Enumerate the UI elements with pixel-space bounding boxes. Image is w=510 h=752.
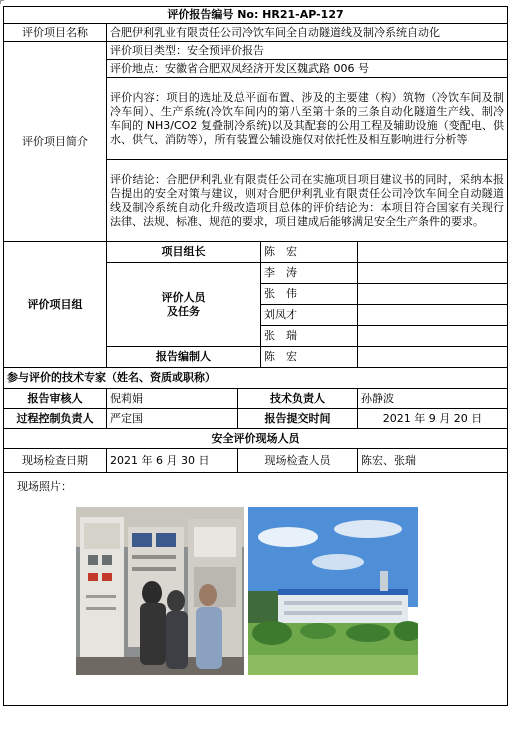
factory-exterior-photo xyxy=(248,507,418,675)
project-type-row xyxy=(4,42,508,60)
factory-exterior-image xyxy=(248,507,418,675)
project-name-value: 合肥伊利乳业有限责任公司冷饮车间全自动隧道线及制冷系统自动化 xyxy=(107,24,508,42)
onsite-title-row xyxy=(4,429,508,449)
reviewer-label: 报告审核人 xyxy=(4,389,107,409)
project-content: 评价内容：项目的选址及总平面布置、涉及的主要建（构）筑物（冷饮车间及制冷车间）、生产系统(冷饮车间内的第八至第十条的三条自动化隧道生产线、制冷车间的 NH3/CO2 复叠制冷系统)以及其配套的公用工程及辅助设施（变配电、供水、供气、消防等），所有装置公辅设施仅对依托性及相互影响进行分析等 xyxy=(107,78,508,160)
project-conclusion: 评价结论：合肥伊利乳业有限责任公司在实施项目项目建议书的同时，采纳本报告提出的安全对策与建议，则对合肥伊利乳业有限责任公司冷饮车间全自动隧道线及制冷系统自动化升级改造项目总体的评价结论为：本项目符合国家有关现行法律、法规、标准、规范的要求，项目建成后能够满足安全生产条件的要求。 xyxy=(107,160,508,242)
corner-mark xyxy=(0,0,4,4)
team-member-name: 张 伟 xyxy=(261,284,358,305)
team-member-name: 张 瑞 xyxy=(261,326,358,347)
onsite-photos-cell xyxy=(4,473,508,706)
team-members-label-line2: 及任务 xyxy=(167,304,200,318)
team-editor-name: 陈 宏 xyxy=(261,347,358,368)
experts-label xyxy=(4,368,508,389)
onsite-date-value: 2021 年 6 月 30 日 xyxy=(107,449,238,473)
tech-lead-label: 技术负责人 xyxy=(238,389,358,409)
experts-label-text: 参与评价的技术专家（姓名、资质或职称） xyxy=(7,371,216,384)
team-member-name: 李 涛 xyxy=(261,263,358,284)
team-member-blank xyxy=(358,305,508,326)
report-number-row xyxy=(4,7,508,24)
process-row xyxy=(4,409,508,429)
evaluation-report-form xyxy=(3,6,507,706)
submit-time-label: 报告提交时间 xyxy=(238,409,358,429)
report-table xyxy=(3,6,508,706)
team-leader-blank xyxy=(358,242,508,263)
process-control-name: 严定国 xyxy=(107,409,238,429)
team-leader-row xyxy=(4,242,508,263)
process-control-label: 过程控制负责人 xyxy=(4,409,107,429)
onsite-photos xyxy=(76,507,418,675)
onsite-date-label: 现场检查日期 xyxy=(4,449,107,473)
control-room-photo xyxy=(76,507,244,675)
team-member-blank xyxy=(358,326,508,347)
report-number: 评价报告编号 No: HR21-AP-127 xyxy=(4,7,508,24)
review-row xyxy=(4,389,508,409)
team-member-name: 刘凤才 xyxy=(261,305,358,326)
project-location: 评价地点：安徽省合肥双凤经济开发区魏武路 006 号 xyxy=(107,60,508,78)
tech-lead-name: 孙静波 xyxy=(358,389,508,409)
onsite-photos-label: 现场照片： xyxy=(17,480,72,493)
team-editor-blank xyxy=(358,347,508,368)
team-group-label: 评价项目组 xyxy=(4,242,107,368)
onsite-info-row xyxy=(4,449,508,473)
reviewer-name: 倪莉娟 xyxy=(107,389,238,409)
project-name-label: 评价项目名称 xyxy=(4,24,107,42)
project-intro-label: 评价项目简介 xyxy=(4,42,107,242)
onsite-photos-row xyxy=(4,473,508,706)
onsite-staff-label: 现场检查人员 xyxy=(238,449,358,473)
onsite-section-title: 安全评价现场人员 xyxy=(4,429,508,449)
onsite-staff-value: 陈宏、张瑞 xyxy=(358,449,508,473)
team-members-label-line1: 评价人员 xyxy=(161,290,206,304)
team-member-blank xyxy=(358,263,508,284)
team-leader-label: 项目组长 xyxy=(107,242,261,263)
team-member-blank xyxy=(358,284,508,305)
experts-row xyxy=(4,368,508,389)
team-members-label xyxy=(107,263,261,347)
project-type: 评价项目类型：安全预评价报告 xyxy=(107,42,508,60)
team-leader-name: 陈 宏 xyxy=(261,242,358,263)
project-name-row xyxy=(4,24,508,42)
submit-time-value: 2021 年 9 月 20 日 xyxy=(358,409,508,429)
control-room-image xyxy=(76,507,244,675)
team-editor-label: 报告编制人 xyxy=(107,347,261,368)
